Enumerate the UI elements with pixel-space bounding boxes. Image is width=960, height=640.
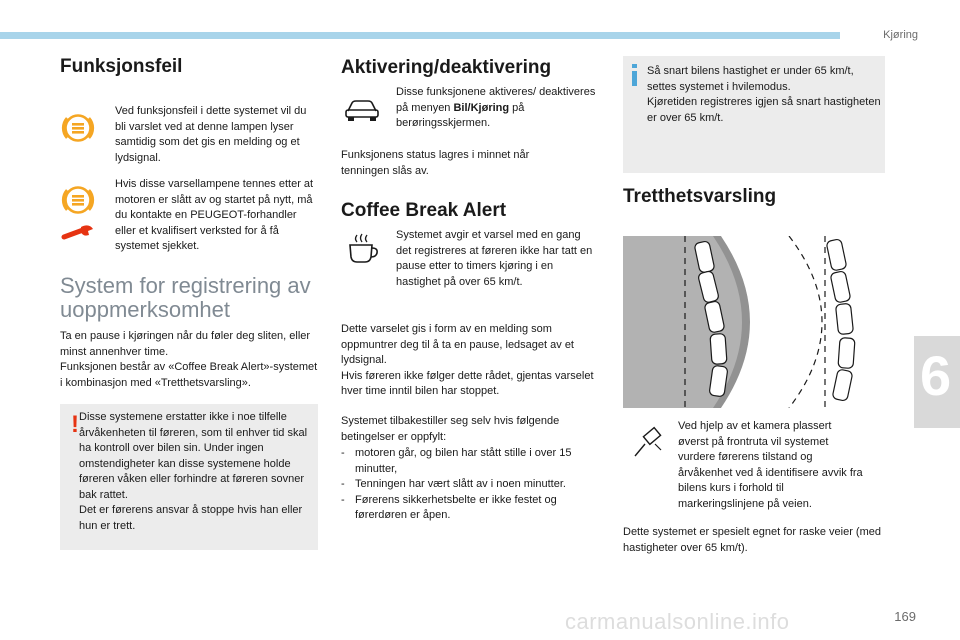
warning-text: Disse systemene erstatter ikke i noe tilfelle årvåkenheten til føreren, som til enhver tid skal ha kontroll over bilen sin. Under ingen omstendigheter kan disse systemene holde føreren våken eller forhindre at føreren sovner bak rattet. Det er førerens ansvar å stoppe hvis han eller hun er trett. [79, 411, 308, 532]
funksjonsfeil-text-1: Ved funksjonsfeil i dette systemet vil du bli varslet ved at denne lampen lyser samtidig som det gis en melding og et lydsignal. [115, 105, 307, 164]
aktivering-heading: Aktivering/deaktivering [341, 57, 552, 78]
coffee-cup-icon [345, 232, 381, 266]
info-box [623, 56, 885, 173]
list-item: - motoren går, og bilen har stått stille i over 15 minutter, [341, 446, 599, 477]
system-heading-line-2: uoppmerksomhet [60, 297, 230, 322]
watermark: carmanualsonline.info [565, 609, 790, 634]
menu-path: Bil/Kjøring [453, 101, 510, 114]
car-icon [344, 98, 380, 122]
header-bar [0, 32, 840, 39]
aktivering-text-before: Disse funksjonene aktiveres/ deaktiveres på menyen [396, 86, 596, 114]
exclamation-icon: ! [71, 411, 79, 438]
lane-warning-lamp-icon [60, 113, 96, 143]
lane-drift-illustration [623, 236, 885, 408]
camera-text: Ved hjelp av et kamera plassert øverst på frontruta vil systemet vurdere førerens tilstand og årvåkenhet ved å identifisere avvik fra bilens kurs i forhold til markeringslinjene på veien. [678, 420, 863, 510]
list-item: - Tenningen har vært slått av i noen minutter. [341, 477, 599, 493]
suited-text: Dette systemet er spesielt egnet for raske veier (med hastigheter over 65 km/t). [623, 526, 881, 554]
aktivering-status: Funksjonens status lagres i minnet når tenningen slås av. [341, 149, 530, 177]
page-number: 169 [894, 609, 916, 624]
reset-conditions-list [341, 446, 599, 524]
chapter-tab-number: 6 [920, 344, 952, 407]
reset-intro: Systemet tilbakestiller seg selv hvis følgende betingelser er oppfylt: [341, 415, 560, 443]
wrench-service-icon [61, 223, 95, 243]
coffee-text-2: Dette varselet gis i form av en melding som oppmuntrer deg til å ta en pause, ledsaget av et lydsignal. Hvis føreren ikke følger dette rådet, gjentas varselet hver time inntil bilen har stoppet. [341, 323, 594, 397]
tretthet-heading: Tretthetsvarsling [623, 186, 777, 207]
chapter-title: Kjøring [883, 29, 918, 41]
aktivering-text [396, 85, 596, 132]
funksjonsfeil-heading: Funksjonsfeil [60, 56, 183, 77]
camera-icon [631, 426, 665, 460]
system-heading [60, 274, 311, 322]
lane-warning-lamp-icon-2 [60, 185, 96, 215]
system-heading-line-1: System for registrering av [60, 273, 311, 298]
system-intro: Ta en pause i kjøringen når du føler deg sliten, eller minst annenhver time. Funksjonen består av «Coffee Break Alert»-systemet i kombinasjon med «Tretthetsvarsling». [60, 330, 318, 389]
coffee-heading: Coffee Break Alert [341, 200, 507, 221]
info-text: Så snart bilens hastighet er under 65 km/t, settes systemet i hvilemodus. Kjøretiden registreres igjen så snart hastigheten er over 65 km/t. [647, 65, 881, 124]
aktivering-text-after: på berøringsskjermen. [396, 101, 525, 129]
list-item: - Førerens sikkerhetsbelte er ikke festet og førerdøren er åpen. [341, 493, 599, 524]
info-icon [631, 64, 639, 86]
coffee-text-1: Systemet avgir et varsel med en gang det registreres at føreren ikke har tatt en pause etter to timers kjøring i en hastighet på over 65 km/t. [396, 229, 593, 288]
warning-box [60, 404, 318, 550]
chapter-tab [914, 336, 960, 428]
funksjonsfeil-text-2: Hvis disse varsellampene tennes etter at motoren er slått av og startet på nytt, må du kontakte en PEUGEOT-forhandler eller et kvalifisert verksted for å få systemet sjekket. [115, 178, 314, 252]
